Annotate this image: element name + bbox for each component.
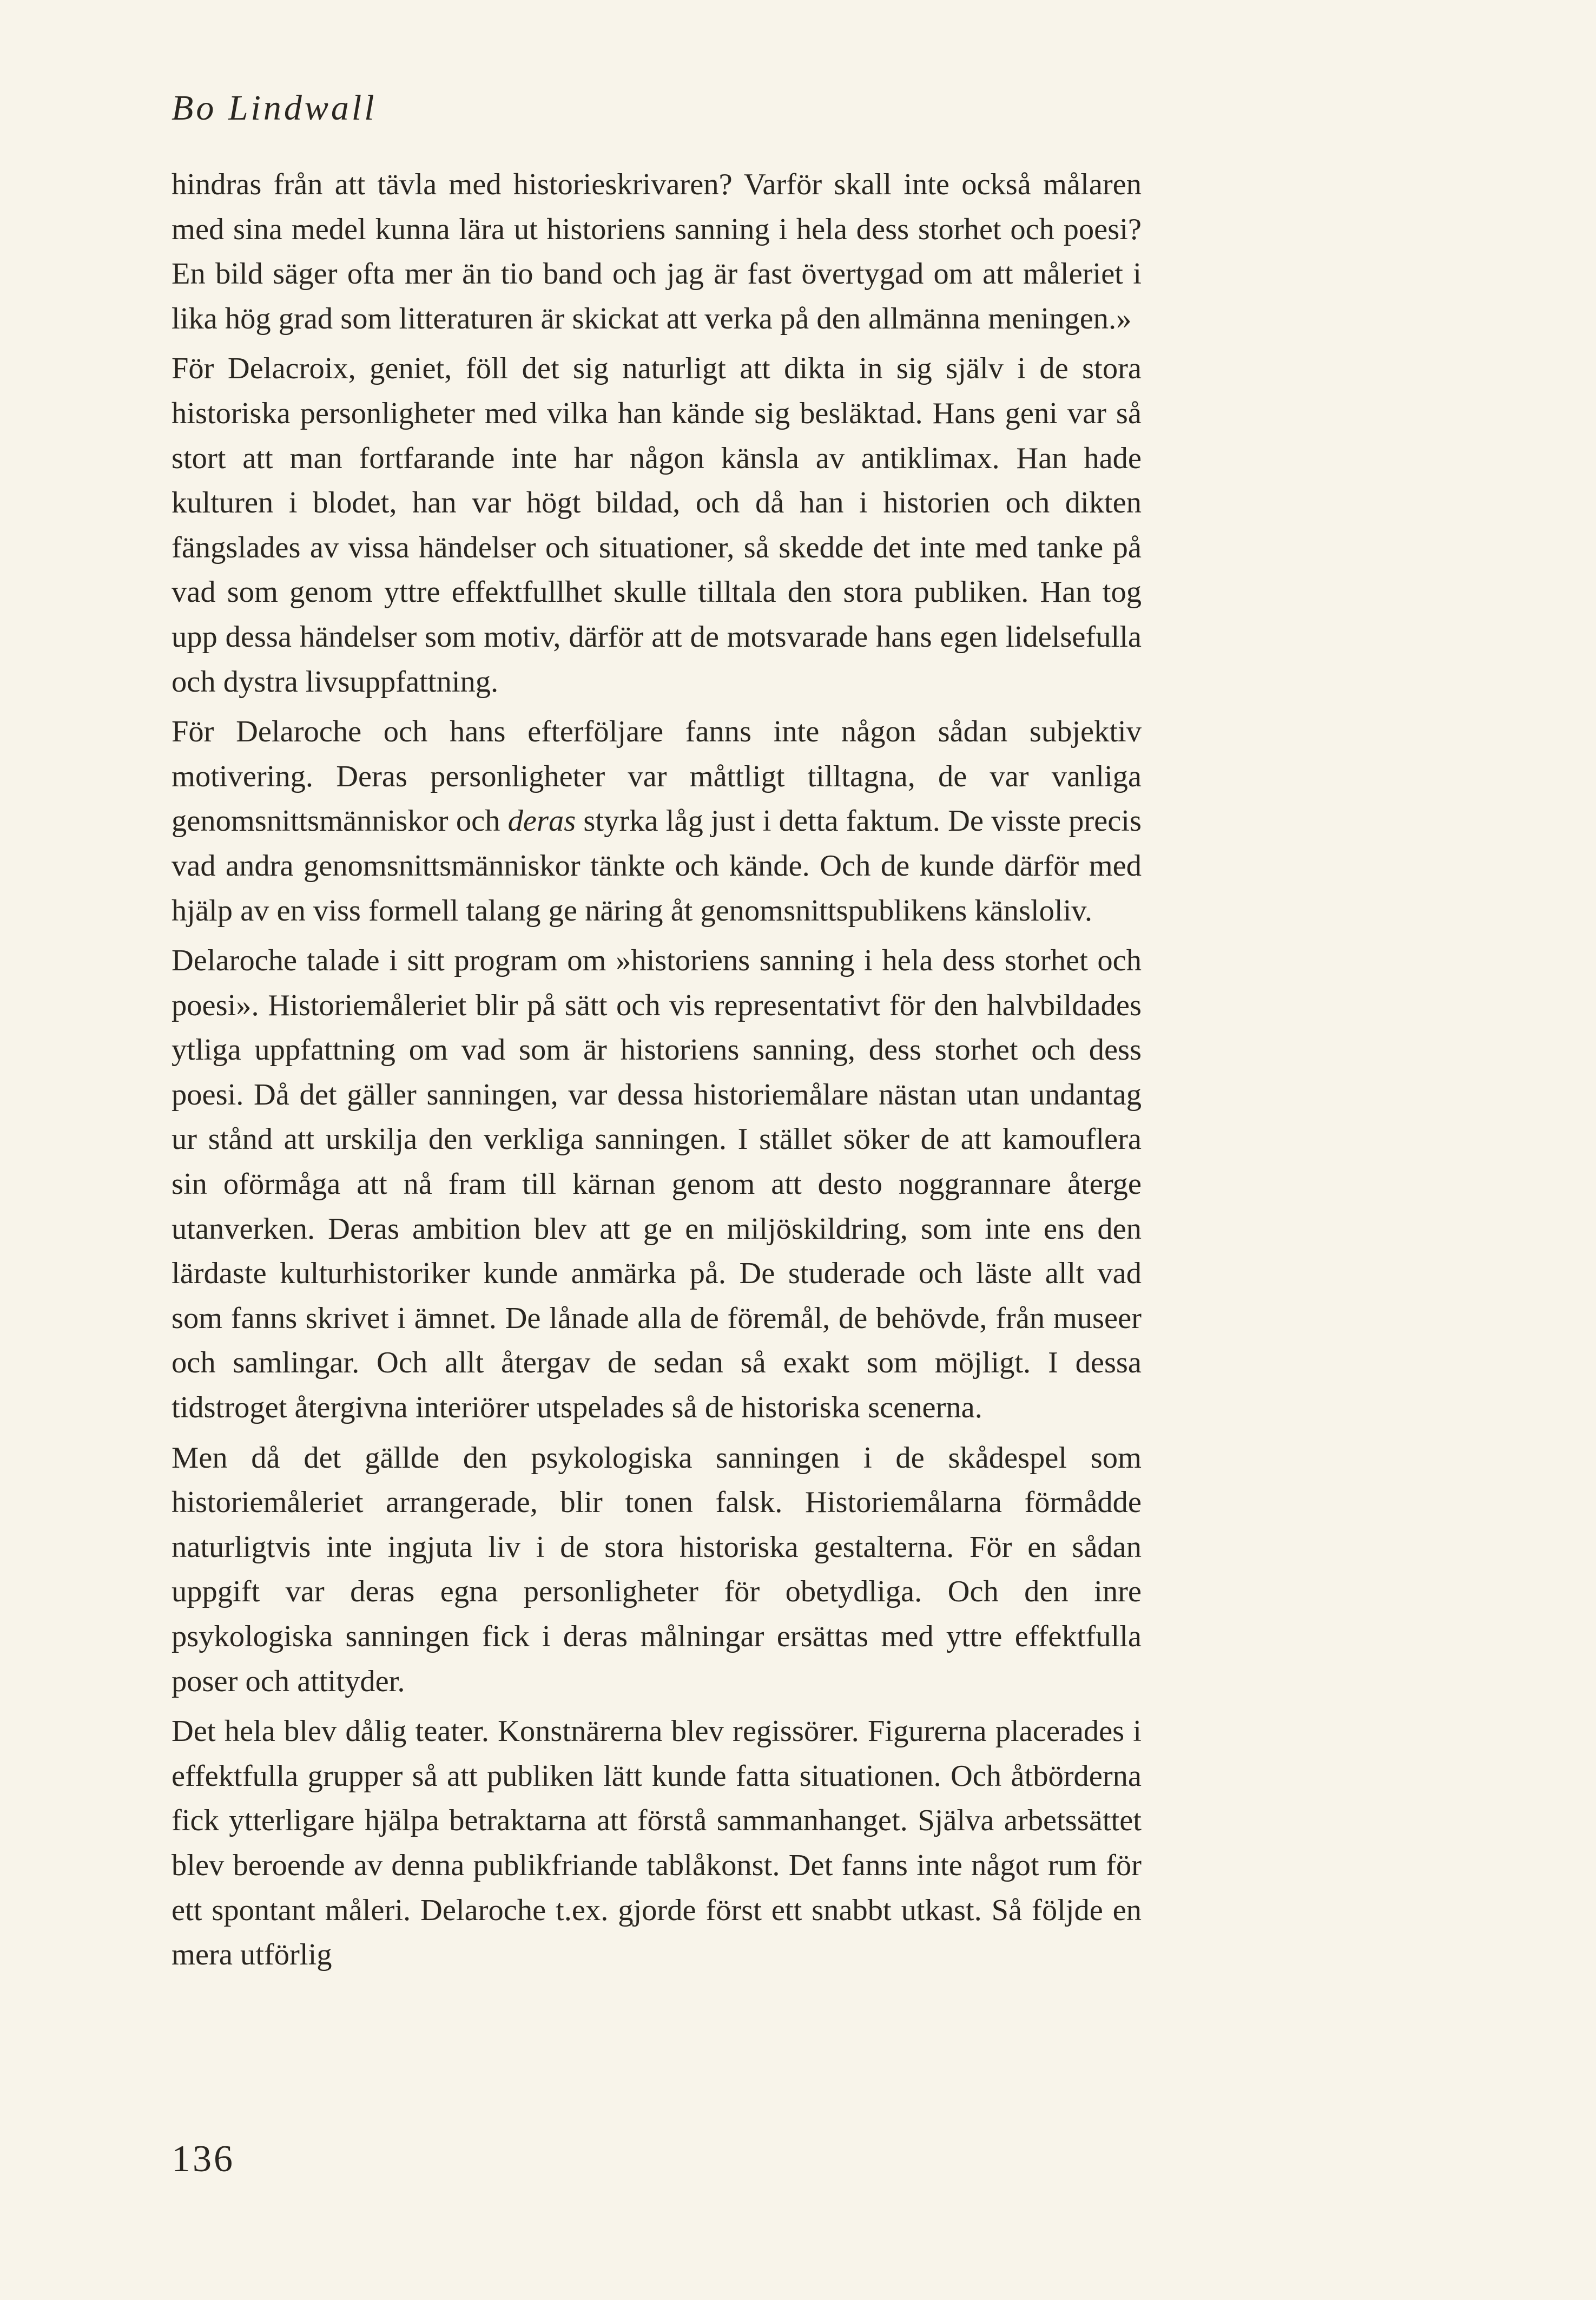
paragraph-3: [172, 709, 1142, 933]
page-number: 136: [172, 2138, 235, 2180]
paragraph-1: hindras från att tävla med historieskrivaren? Varför skall inte också målaren med sina medel kunna lära ut historiens sanning i hela dess storhet och poesi? En bild säger ofta mer än tio band och jag är fast övertygad om att måleriet i lika hög grad som litteraturen är skickat att verka på den allmänna meningen.»: [172, 168, 1142, 336]
body-text: [172, 162, 1142, 1977]
emphasis-deras: deras: [507, 804, 576, 838]
running-head-author: Bo Lindwall: [172, 88, 377, 128]
paragraph-3-part-2: styrka låg just i detta faktum. De visste precis vad andra genomsnittsmänniskor tänkte och kände. Och de kunde därför med hjälp av en viss formell talang ge näring åt genomsnittspublikens känsloliv.: [172, 804, 1142, 928]
paragraph-4: Delaroche talade i sitt program om »historiens sanning i hela dess storhet och poesi». Historiemåleriet blir på sätt och vis representativt för den halvbildades ytliga uppfattning om vad som är historiens sanning, dess storhet och dess poesi. Då det gäller sanningen, var dessa historiemålare nästan utan undantag ur stånd att urskilja den verkliga sanningen. I stället söker de att kamouflera sin oförmåga att nå fram till kärnan genom att desto noggrannare återge utanverken. Deras ambition blev att ge en miljöskildring, som inte ens den lärdaste kulturhistoriker kunde anmärka på. De studerade och läste allt vad som fanns skrivet i ämnet. De lånade alla de föremål, de behövde, från museer och samlingar. Och allt återgav de sedan så exakt som möjligt. I dessa tidstroget återgivna interiörer utspelades så de historiska scenerna.: [172, 944, 1142, 1425]
paragraph-3-part-1: För Delaroche och hans efterföljare fanns inte någon sådan subjektiv motivering. Deras personligheter var måttligt tilltagna, de var vanliga genomsnittsmänniskor och: [172, 715, 1142, 838]
paragraph-2: För Delacroix, geniet, föll det sig naturligt att dikta in sig själv i de stora historiska personligheter med vilka han kände sig besläktad. Hans geni var så stort att man fortfarande inte har någon känsla av antiklimax. Han hade kulturen i blodet, han var högt bildad, och då han i historien och dikten fängslades av vissa händelser och situationer, så skedde det inte med tanke på vad som genom yttre effektfullhet skulle tilltala den stora publiken. Han tog upp dessa händelser som motiv, därför att de motsvarade hans egen lidelsefulla och dystra livsuppfattning.: [172, 352, 1142, 699]
paragraph-6: Det hela blev dålig teater. Konstnärerna blev regissörer. Figurerna placerades i effektfulla grupper så att publiken lätt kunde fatta situationen. Och åtbörderna fick ytterligare hjälpa betraktarna att förstå sammanhanget. Själva arbetssättet blev beroende av denna publikfriande tablåkonst. Det fanns inte något rum för ett spontant måleri. Delaroche t.ex. gjorde först ett snabbt utkast. Så följde en mera utförlig: [172, 1714, 1142, 1972]
paragraph-5: Men då det gällde den psykologiska sanningen i de skådespel som historiemåleriet arrangerade, blir tonen falsk. Historiemålarna förmådde naturligtvis inte ingjuta liv i de stora historiska gestalterna. För en sådan uppgift var deras egna personligheter för obetydliga. Och den inre psykologiska sanningen fick i deras målningar ersättas med yttre effektfulla poser och attityder.: [172, 1441, 1142, 1698]
